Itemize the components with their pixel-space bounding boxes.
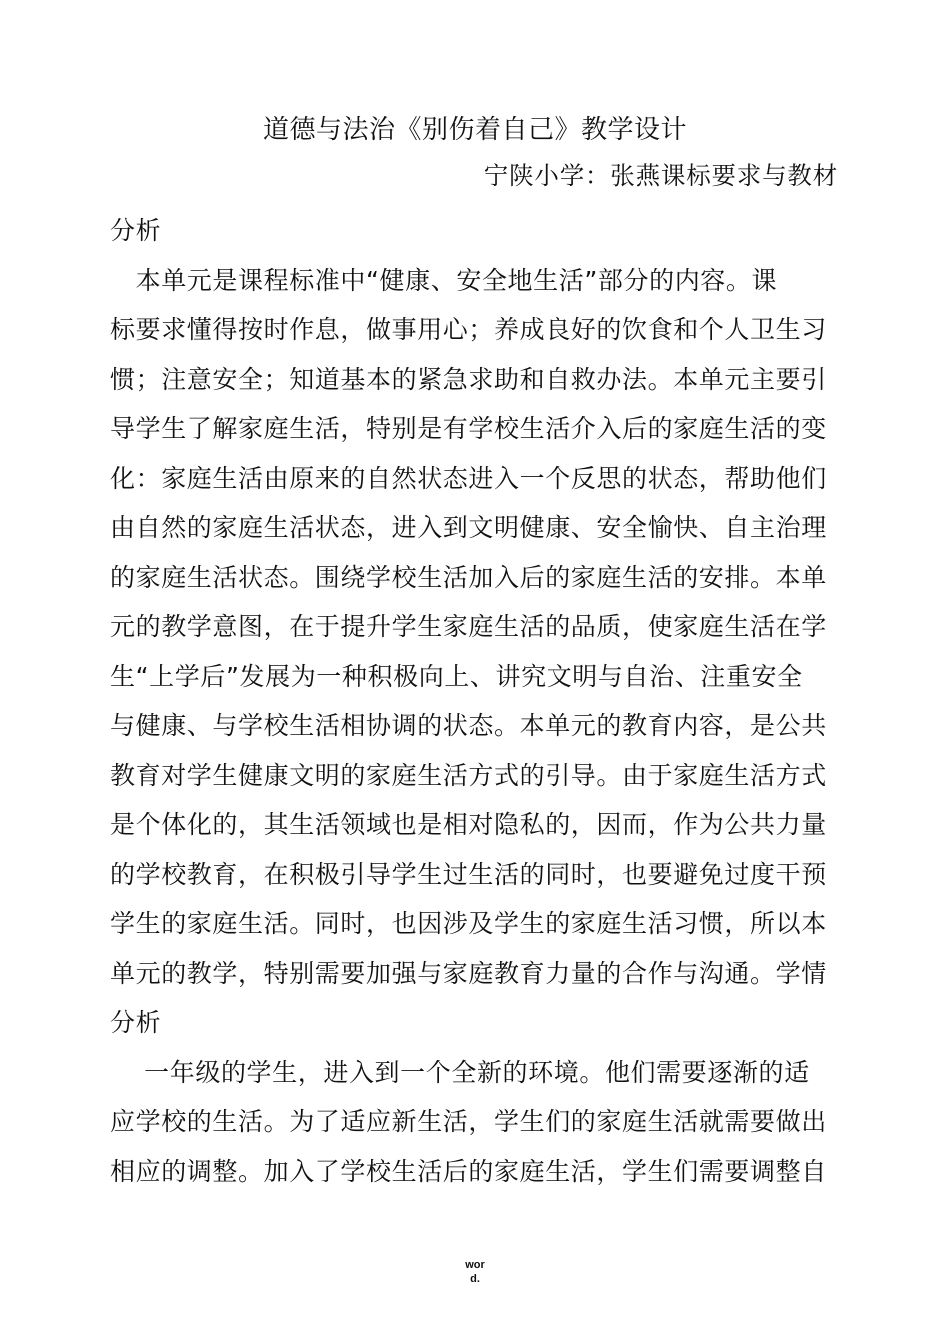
body-line: 分析	[110, 1008, 162, 1037]
document-title: 道德与法治《别伤着自己》教学设计	[262, 115, 687, 145]
body-line: 是个体化的，其生活领域也是相对隐私的，因而，作为公共力量	[110, 810, 827, 839]
footer-line-1: wor	[465, 1259, 485, 1271]
body-line: 元的教学意图，在于提升学生家庭生活的品质，使家庭生活在学	[110, 612, 827, 641]
body-line: 本单元是课程标准中“健康、安全地生活”部分的内容。课	[110, 265, 778, 295]
page-footer	[0, 1258, 950, 1286]
body-line: 的学校教育，在积极引导学生过生活的同时，也要避免过度干预	[110, 859, 827, 889]
body-line: 一年级的学生，进入到一个全新的环境。他们需要逐渐的适	[110, 1057, 810, 1087]
body-line: 相应的调整。加入了学校生活后的家庭生活，学生们需要调整自	[110, 1156, 827, 1186]
body-line: 单元的教学，特别需要加强与家庭教育力量的合作与沟通。学情	[110, 958, 827, 988]
body-line: 与健康、与学校生活相协调的状态。本单元的教育内容，是公共	[110, 711, 827, 740]
footer-line-2: d.	[470, 1273, 480, 1285]
body-line: 导学生了解家庭生活，特别是有学校生活介入后的家庭生活的变	[110, 414, 827, 443]
body-line: 由自然的家庭生活状态，进入到文明健康、安全愉快、自主治理	[110, 513, 827, 542]
body-line: 分析	[110, 216, 162, 245]
body-line: 教育对学生健康文明的家庭生活方式的引导。由于家庭生活方式	[110, 760, 827, 790]
body-line: 学生的家庭生活。同时，也因涉及学生的家庭生活习惯，所以本	[110, 909, 827, 938]
body-line: 惯；注意安全；知道基本的紧急求助和自救办法。本单元主要引	[110, 364, 827, 394]
body-line: 化：家庭生活由原来的自然状态进入一个反思的状态，帮助他们	[110, 463, 827, 493]
body-line: 生“上学后”发展为一种积极向上、讲究文明与自治、注重安全	[110, 661, 803, 691]
body-line: 标要求懂得按时作息，做事用心；养成良好的饮食和个人卫生习	[110, 315, 827, 344]
document-body	[110, 206, 845, 1196]
author-line: 宁陕小学：张燕课标要求与教材	[483, 161, 838, 190]
body-line: 的家庭生活状态。围绕学校生活加入后的家庭生活的安排。本单	[110, 562, 827, 592]
body-line: 应学校的生活。为了适应新生活，学生们的家庭生活就需要做出	[110, 1107, 827, 1136]
